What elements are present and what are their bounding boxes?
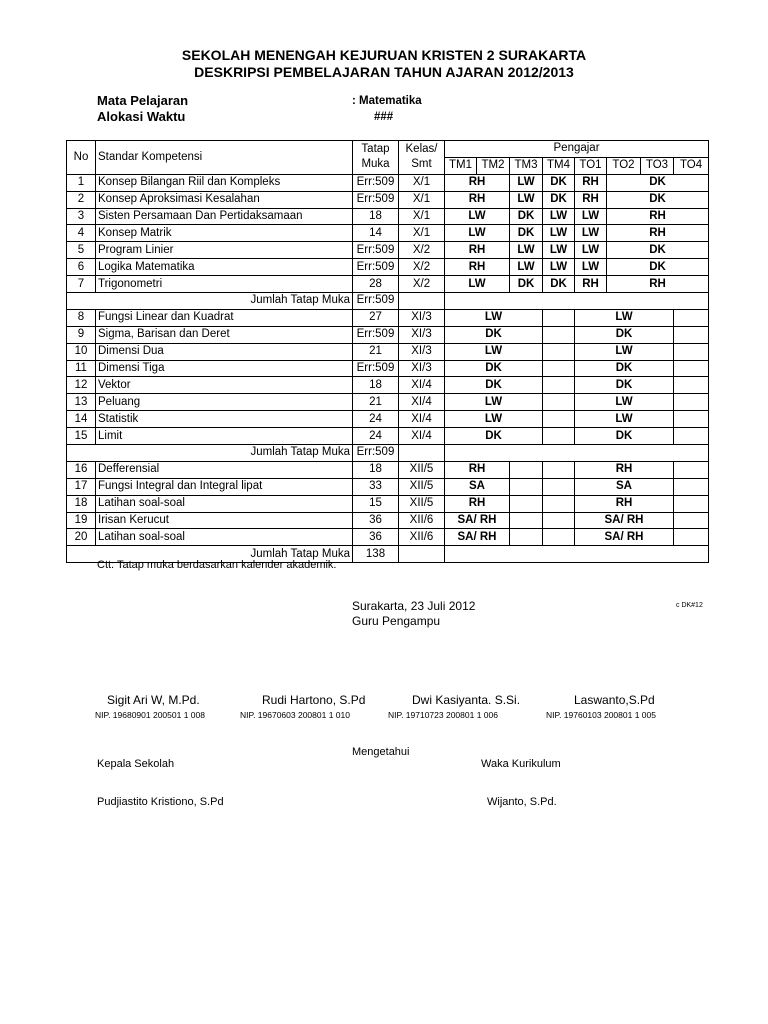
- teacher-tm1-2: LW: [445, 225, 510, 242]
- time-allocation-label: Alokasi Waktu: [97, 109, 186, 124]
- kelas-value: XI/3: [399, 309, 445, 326]
- competency-name: Fungsi Integral dan Integral lipat: [96, 478, 353, 495]
- teacher-to: RH: [575, 461, 674, 478]
- teacher-tm4: LW: [543, 225, 575, 242]
- kepala-sekolah-name: Pudjiastito Kristiono, S.Pd: [97, 796, 224, 808]
- teacher-tm4-empty: [543, 461, 575, 478]
- col-to4: TO4: [674, 157, 709, 174]
- kelas-value: XI/4: [399, 428, 445, 445]
- teacher-to1: LW: [575, 208, 607, 225]
- row-number: 18: [67, 495, 96, 512]
- waka-kurikulum-label: Waka Kurikulum: [481, 758, 561, 770]
- table-row: [67, 529, 709, 546]
- row-number: 7: [67, 276, 96, 293]
- teacher-tm: DK: [445, 326, 543, 343]
- teacher-to2-4: RH: [607, 276, 709, 293]
- teacher-to4-empty: [674, 394, 709, 411]
- teacher-tm4-empty: [543, 326, 575, 343]
- teacher-to: RH: [575, 495, 674, 512]
- kepala-sekolah-label: Kepala Sekolah: [97, 758, 175, 770]
- table-row: [67, 360, 709, 377]
- mengetahui-label: Mengetahui: [352, 746, 410, 758]
- competency-name: Konsep Matrik: [96, 225, 353, 242]
- teacher-to4-empty: [674, 461, 709, 478]
- row-number: 6: [67, 259, 96, 276]
- subject-label: Mata Pelajaran: [97, 93, 189, 108]
- col-to1: TO1: [575, 157, 607, 174]
- col-to2: TO2: [607, 157, 641, 174]
- col-tm1: TM1: [445, 157, 477, 174]
- competency-name: Limit: [96, 428, 353, 445]
- teacher-tm4-empty: [543, 360, 575, 377]
- sum-value: 138: [353, 546, 399, 563]
- teacher-to1: RH: [575, 276, 607, 293]
- signer-name-3: Dwi Kasiyanta. S.Si.: [412, 693, 521, 707]
- sum-value: Err:509: [353, 293, 399, 310]
- teacher-tm4: DK: [543, 191, 575, 208]
- teacher-to4-empty: [674, 529, 709, 546]
- teacher-tm3: LW: [510, 259, 543, 276]
- teacher-tm4: LW: [543, 259, 575, 276]
- teacher-to: SA/ RH: [575, 529, 674, 546]
- tatap-muka-value: 33: [353, 478, 399, 495]
- table-row: [67, 208, 709, 225]
- sum-spacer: [67, 293, 96, 310]
- teacher-tm3-empty: [510, 512, 543, 529]
- competency-name: Irisan Kerucut: [96, 512, 353, 529]
- teacher-to1: RH: [575, 191, 607, 208]
- teacher-to: DK: [575, 326, 674, 343]
- tatap-muka-value: 24: [353, 428, 399, 445]
- teacher-to1: RH: [575, 174, 607, 191]
- teacher-to4-empty: [674, 343, 709, 360]
- teacher-tm3-empty: [510, 461, 543, 478]
- competency-name: Logika Matematika: [96, 259, 353, 276]
- teacher-to4-empty: [674, 377, 709, 394]
- table-row: [67, 191, 709, 208]
- teacher-tm: SA/ RH: [445, 529, 510, 546]
- teacher-to1: LW: [575, 225, 607, 242]
- teacher-tm: RH: [445, 495, 510, 512]
- teacher-tm: LW: [445, 309, 543, 326]
- kelas-value: XII/5: [399, 461, 445, 478]
- col-no-header: No: [67, 141, 96, 175]
- table-row: [67, 309, 709, 326]
- teacher-tm: SA: [445, 478, 510, 495]
- waka-kurikulum-name: Wijanto, S.Pd.: [487, 796, 557, 808]
- teacher-tm: DK: [445, 360, 543, 377]
- table-row: [67, 276, 709, 293]
- kelas-value: XI/3: [399, 343, 445, 360]
- teacher-tm4-empty: [543, 343, 575, 360]
- teacher-tm: DK: [445, 377, 543, 394]
- table-row: [67, 242, 709, 259]
- teacher-to4-empty: [674, 309, 709, 326]
- table-row: [67, 259, 709, 276]
- teacher-tm4-empty: [543, 512, 575, 529]
- tatap-line1: Tatap: [361, 143, 390, 156]
- tatap-muka-value: 18: [353, 377, 399, 394]
- row-number: 10: [67, 343, 96, 360]
- teacher-tm: LW: [445, 343, 543, 360]
- teacher-to4-empty: [674, 495, 709, 512]
- kelas-value: X/2: [399, 276, 445, 293]
- teacher-tm1-2: RH: [445, 174, 510, 191]
- teacher-to: LW: [575, 411, 674, 428]
- competency-name: Vektor: [96, 377, 353, 394]
- tatap-muka-value: 36: [353, 512, 399, 529]
- sum-kelas-empty: [399, 546, 445, 563]
- table-row: [67, 394, 709, 411]
- teacher-tm4-empty: [543, 411, 575, 428]
- competency-name: Trigonometri: [96, 276, 353, 293]
- row-number: 8: [67, 309, 96, 326]
- teacher-tm1-2: RH: [445, 191, 510, 208]
- competency-name: Statistik: [96, 411, 353, 428]
- row-number: 4: [67, 225, 96, 242]
- row-number: 15: [67, 428, 96, 445]
- teacher-tm1-2: RH: [445, 242, 510, 259]
- row-number: 14: [67, 411, 96, 428]
- teacher-tm: SA/ RH: [445, 512, 510, 529]
- teacher-tm3-empty: [510, 478, 543, 495]
- table-row: [67, 478, 709, 495]
- sum-pengajar-empty: [445, 546, 709, 563]
- subject-value: : Matematika: [352, 95, 422, 107]
- teacher-tm4-empty: [543, 478, 575, 495]
- guru-pengampu-label: Guru Pengampu: [352, 614, 441, 628]
- competency-name: Latihan soal-soal: [96, 529, 353, 546]
- kelas-value: X/1: [399, 208, 445, 225]
- table-row: [67, 174, 709, 191]
- table-row: [67, 225, 709, 242]
- kelas-value: X/1: [399, 174, 445, 191]
- competency-name: Konsep Aproksimasi Kesalahan: [96, 191, 353, 208]
- sum-spacer: [67, 546, 96, 563]
- kelas-line1: Kelas/: [405, 143, 438, 156]
- teacher-to2-4: DK: [607, 242, 709, 259]
- table-row: [67, 411, 709, 428]
- sum-kelas-empty: [399, 293, 445, 310]
- teacher-tm4: DK: [543, 174, 575, 191]
- competency-name: Sigma, Barisan dan Deret: [96, 326, 353, 343]
- teacher-to4-empty: [674, 326, 709, 343]
- teacher-tm1-2: LW: [445, 276, 510, 293]
- col-tm4: TM4: [543, 157, 575, 174]
- competency-name: Sisten Persamaan Dan Pertidaksamaan: [96, 208, 353, 225]
- table-row: [67, 377, 709, 394]
- kelas-value: XI/4: [399, 411, 445, 428]
- kelas-line2: Smt: [411, 158, 432, 171]
- tatap-muka-value: 27: [353, 309, 399, 326]
- table-row: [67, 428, 709, 445]
- col-pengajar-header: Pengajar: [445, 141, 709, 158]
- signer-nip-2: NIP. 19670603 200801 1 010: [240, 710, 350, 720]
- teacher-to2-4: RH: [607, 208, 709, 225]
- kelas-value: X/2: [399, 242, 445, 259]
- kelas-value: XI/4: [399, 394, 445, 411]
- kelas-value: XII/6: [399, 512, 445, 529]
- row-number: 16: [67, 461, 96, 478]
- tatap-muka-value: 28: [353, 276, 399, 293]
- teacher-tm1-2: RH: [445, 259, 510, 276]
- teacher-tm3-empty: [510, 495, 543, 512]
- competency-name: Defferensial: [96, 461, 353, 478]
- col-tm2: TM2: [477, 157, 510, 174]
- teacher-to4-empty: [674, 512, 709, 529]
- teacher-to: DK: [575, 360, 674, 377]
- teacher-tm4-empty: [543, 309, 575, 326]
- kelas-value: XI/4: [399, 377, 445, 394]
- teacher-tm3: DK: [510, 276, 543, 293]
- col-tm3: TM3: [510, 157, 543, 174]
- teacher-tm4: LW: [543, 208, 575, 225]
- competency-name: Dimensi Dua: [96, 343, 353, 360]
- table-row: [67, 495, 709, 512]
- col-competency-header: Standar Kompetensi: [96, 141, 353, 175]
- sum-row: [67, 445, 709, 462]
- teacher-tm: RH: [445, 461, 510, 478]
- teacher-tm4-empty: [543, 529, 575, 546]
- teacher-to2-4: DK: [607, 259, 709, 276]
- teacher-tm: LW: [445, 411, 543, 428]
- signer-nip-1: NIP. 19680901 200501 1 008: [95, 710, 205, 720]
- kelas-value: XII/5: [399, 478, 445, 495]
- tatap-muka-value: 15: [353, 495, 399, 512]
- kelas-value: X/1: [399, 191, 445, 208]
- teacher-to2-4: DK: [607, 191, 709, 208]
- col-kelas-header: [399, 141, 445, 175]
- tatap-muka-value: Err:509: [353, 242, 399, 259]
- kelas-value: X/2: [399, 259, 445, 276]
- table-row: [67, 343, 709, 360]
- teacher-to1: LW: [575, 242, 607, 259]
- sum-label: Jumlah Tatap Muka: [96, 293, 353, 310]
- signer-nip-4: NIP. 19760103 200801 1 005: [546, 710, 656, 720]
- tatap-muka-value: 24: [353, 411, 399, 428]
- row-number: 1: [67, 174, 96, 191]
- competency-name: Program Linier: [96, 242, 353, 259]
- document-code: c DK#12: [676, 602, 703, 609]
- signer-name-4: Laswanto,S.Pd: [574, 693, 655, 707]
- tatap-muka-value: Err:509: [353, 191, 399, 208]
- table-row: [67, 512, 709, 529]
- tatap-muka-value: Err:509: [353, 259, 399, 276]
- row-number: 11: [67, 360, 96, 377]
- teacher-tm1-2: LW: [445, 208, 510, 225]
- teacher-tm4-empty: [543, 377, 575, 394]
- teacher-to: LW: [575, 343, 674, 360]
- teacher-to: LW: [575, 309, 674, 326]
- teacher-to: LW: [575, 394, 674, 411]
- teacher-to2-4: RH: [607, 225, 709, 242]
- kelas-value: XI/3: [399, 326, 445, 343]
- row-number: 3: [67, 208, 96, 225]
- row-number: 20: [67, 529, 96, 546]
- teacher-tm3: LW: [510, 242, 543, 259]
- competency-name: Konsep Bilangan Riil dan Kompleks: [96, 174, 353, 191]
- sum-value: Err:509: [353, 445, 399, 462]
- teacher-tm4-empty: [543, 428, 575, 445]
- tatap-muka-value: 36: [353, 529, 399, 546]
- tatap-muka-value: 18: [353, 208, 399, 225]
- teacher-tm4: LW: [543, 242, 575, 259]
- teacher-tm4: DK: [543, 276, 575, 293]
- header-row-1: [67, 141, 709, 158]
- kelas-value: XII/6: [399, 529, 445, 546]
- teacher-to: DK: [575, 428, 674, 445]
- sum-pengajar-empty: [445, 445, 709, 462]
- teacher-tm: LW: [445, 394, 543, 411]
- sum-label: Jumlah Tatap Muka: [96, 445, 353, 462]
- sum-row: [67, 293, 709, 310]
- kelas-value: XII/5: [399, 495, 445, 512]
- signer-nip-3: NIP. 19710723 200801 1 006: [388, 710, 498, 720]
- table-row: [67, 326, 709, 343]
- tatap-muka-value: 18: [353, 461, 399, 478]
- competency-name: Fungsi Linear dan Kuadrat: [96, 309, 353, 326]
- teacher-to4-empty: [674, 428, 709, 445]
- teacher-tm3-empty: [510, 529, 543, 546]
- teacher-tm3: LW: [510, 191, 543, 208]
- teacher-to: SA: [575, 478, 674, 495]
- tatap-muka-value: Err:509: [353, 174, 399, 191]
- teacher-to: SA/ RH: [575, 512, 674, 529]
- competency-table: [66, 140, 709, 563]
- sum-label: Jumlah Tatap Muka: [96, 546, 353, 563]
- sum-kelas-empty: [399, 445, 445, 462]
- sum-pengajar-empty: [445, 293, 709, 310]
- title-description: DESKRIPSI PEMBELAJARAN TAHUN AJARAN 2012/2013: [194, 64, 574, 80]
- teacher-tm3: DK: [510, 225, 543, 242]
- teacher-tm4-empty: [543, 495, 575, 512]
- tatap-muka-value: 14: [353, 225, 399, 242]
- row-number: 13: [67, 394, 96, 411]
- tatap-muka-value: Err:509: [353, 360, 399, 377]
- teacher-tm3: DK: [510, 208, 543, 225]
- row-number: 17: [67, 478, 96, 495]
- teacher-tm: DK: [445, 428, 543, 445]
- signer-name-1: Sigit Ari W, M.Pd.: [107, 693, 200, 707]
- kelas-value: X/1: [399, 225, 445, 242]
- col-tatap-muka-header: [353, 141, 399, 175]
- competency-name: Latihan soal-soal: [96, 495, 353, 512]
- row-number: 2: [67, 191, 96, 208]
- row-number: 12: [67, 377, 96, 394]
- title-school: SEKOLAH MENENGAH KEJURUAN KRISTEN 2 SURAKARTA: [181, 47, 587, 63]
- teacher-to4-empty: [674, 478, 709, 495]
- sum-spacer: [67, 445, 96, 462]
- competency-name: Dimensi Tiga: [96, 360, 353, 377]
- time-allocation-value: ###: [374, 111, 394, 123]
- col-to3: TO3: [641, 157, 674, 174]
- note: Ctt: Tatap muka berdasarkan kalender akademik.: [97, 559, 337, 571]
- teacher-tm3: LW: [510, 174, 543, 191]
- tatap-line2: Muka: [361, 158, 390, 171]
- place-date: Surakarta, 23 Juli 2012: [352, 599, 476, 613]
- tatap-muka-value: 21: [353, 343, 399, 360]
- signer-name-2: Rudi Hartono, S.Pd: [262, 693, 366, 707]
- teacher-to4-empty: [674, 360, 709, 377]
- teacher-to: DK: [575, 377, 674, 394]
- teacher-to2-4: DK: [607, 174, 709, 191]
- row-number: 9: [67, 326, 96, 343]
- teacher-to4-empty: [674, 411, 709, 428]
- competency-name: Peluang: [96, 394, 353, 411]
- tatap-muka-value: 21: [353, 394, 399, 411]
- teacher-tm4-empty: [543, 394, 575, 411]
- kelas-value: XI/3: [399, 360, 445, 377]
- tatap-muka-value: Err:509: [353, 326, 399, 343]
- row-number: 5: [67, 242, 96, 259]
- row-number: 19: [67, 512, 96, 529]
- teacher-to1: LW: [575, 259, 607, 276]
- table-row: [67, 461, 709, 478]
